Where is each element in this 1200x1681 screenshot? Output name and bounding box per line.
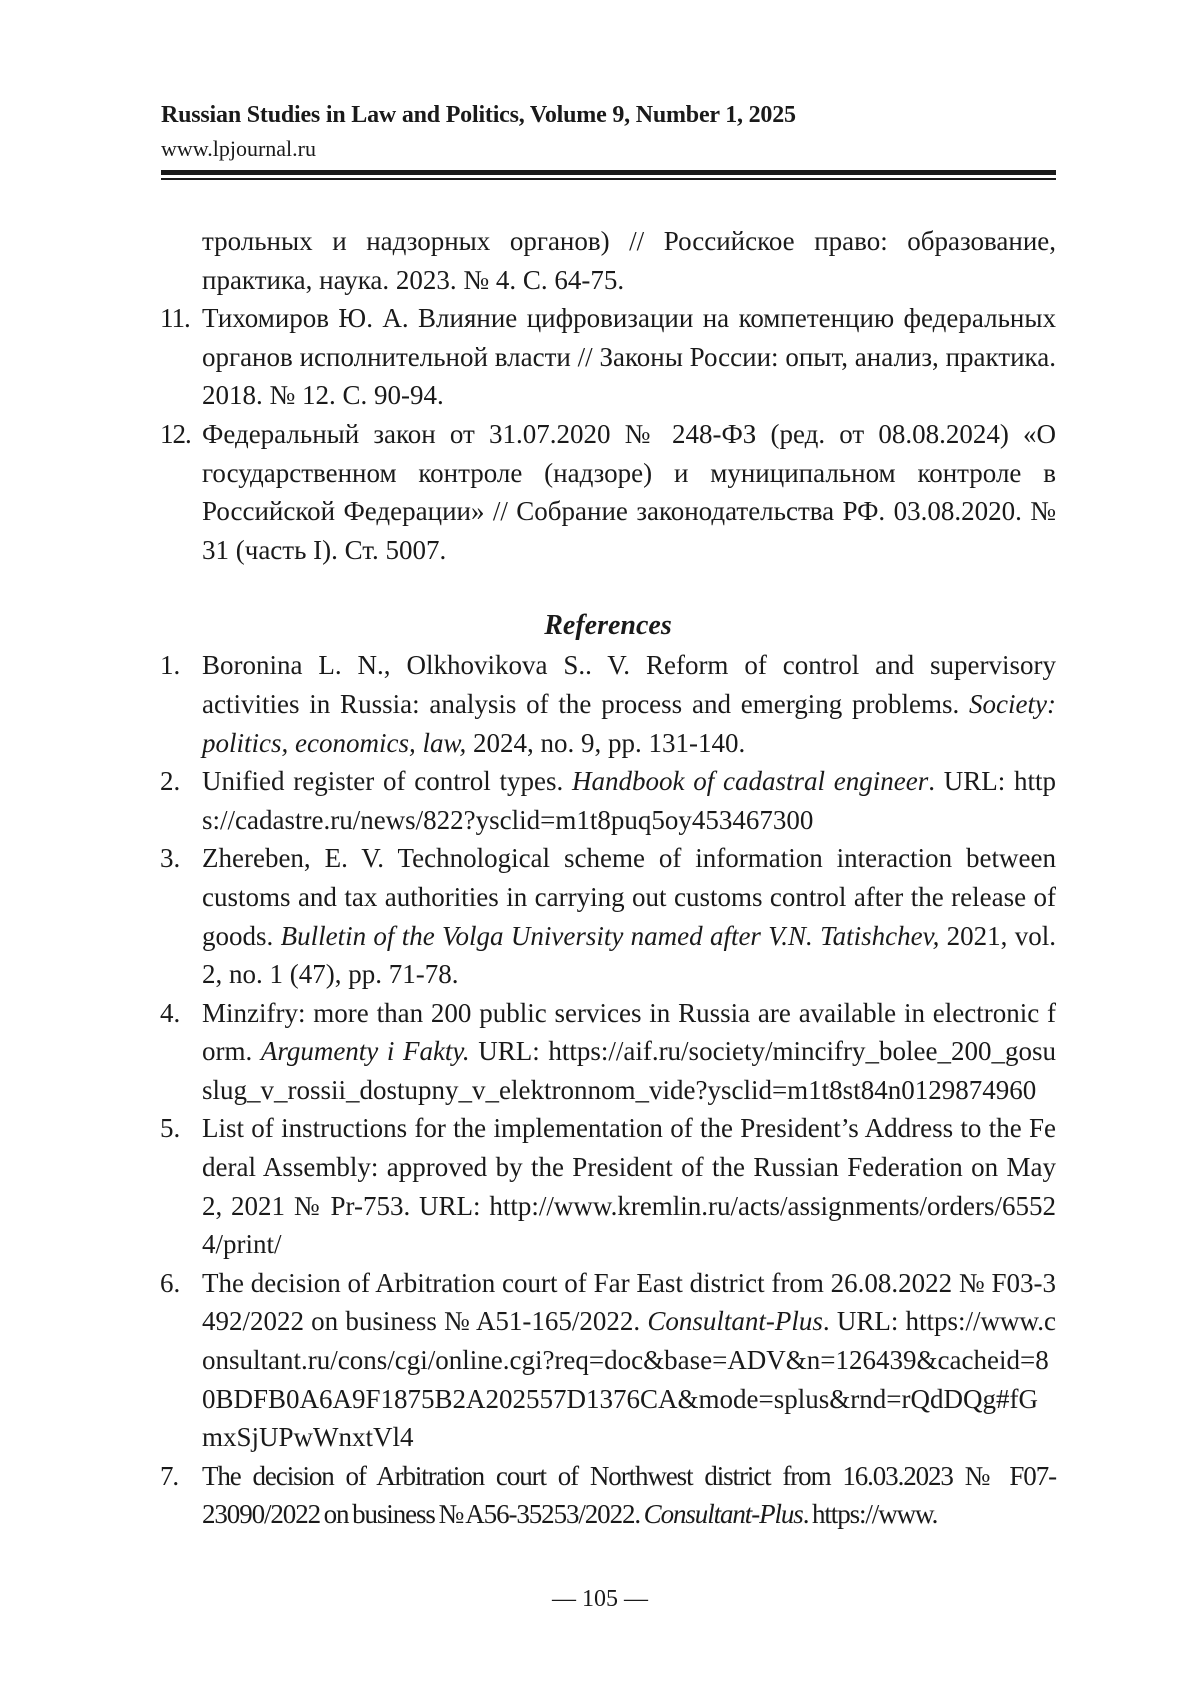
reference-details: 2021, vol. 2, no. 1 (47), pp. 71-78.	[202, 920, 1057, 990]
reference-source: Bulletin of the Volga University named after V.N. Tatishchev,	[280, 920, 940, 951]
reference-item	[160, 762, 1056, 839]
reference-continuation	[160, 222, 1056, 299]
reference-number: 5.	[160, 1113, 181, 1144]
reference-number: 6.	[160, 1267, 181, 1298]
page-body	[160, 222, 1056, 1534]
reference-number: 7.	[160, 1460, 179, 1491]
reference-item	[160, 1264, 1056, 1457]
russian-reference-item	[160, 299, 1056, 415]
reference-text: Boronina L. N., Olkhovikova S.. V. Reform of control and supervisory activities in Russia: analysis of the process and emerging problems.	[202, 650, 1056, 719]
page-number: — 105 —	[552, 1586, 648, 1612]
reference-number: 12.	[160, 418, 191, 449]
journal-title: Russian Studies in Law and Politics, Volume 9, Number 1, 2025	[161, 102, 796, 128]
reference-text: List of instructions for the implementation of the President’s Address to the Federal Assembly: approved by the President of the Russian Federation on May 2, 2021 № Pr-753. URL: http://www.kremlin.ru/acts/assignments/orders/65524/print/	[202, 1113, 1056, 1260]
reference-item	[160, 994, 1056, 1110]
reference-details: . URL: https://www.consultant.ru/cons/cgi/online.cgi?req=doc&base=ADV&n=126439&cacheid=80BDFB0A6A9F1875B2A202557D1376CA&mode=splus&rnd=rQdDQg#fGmxSjUPwWnxtVl4	[202, 1306, 1056, 1453]
reference-item	[160, 646, 1056, 762]
reference-number: 4.	[160, 997, 181, 1028]
reference-details: . URL: https://cadastre.ru/news/822?ysclid=m1t8puq5oy453467300	[202, 766, 1056, 835]
reference-source: Society: politics, economics, law,	[202, 688, 1056, 758]
reference-text: Тихомиров Ю. А. Влияние цифровизации на компетенцию федеральных органов исполнительной власти // Законы России: опыт, анализ, практика. 2018. № 12. С. 90-94.	[202, 303, 1056, 411]
reference-source: Consultant-Plus	[647, 1306, 823, 1337]
reference-text: Zhereben, E. V. Technological scheme of information interaction between customs and tax authorities in carrying out customs control after the release of goods.	[202, 843, 1056, 951]
reference-item	[160, 1457, 1056, 1534]
reference-details: . https://www.	[802, 1499, 938, 1530]
reference-details: URL: https://aif.ru/society/mincifry_bolee_200_gosuslug_v_rossii_dostupny_v_elektronnom_vide?ysclid=m1t8st84n0129874960	[202, 1036, 1056, 1105]
reference-number: 3.	[160, 843, 181, 874]
reference-text: Unified register of control types.	[202, 766, 572, 797]
reference-text: The decision of Arbitration court of Northwest district from 16.03.2023 № F07-23090/2022 on business № A56-35253/2022.	[202, 1460, 1056, 1530]
reference-text: трольных и надзорных органов) // Российское право: образование, практика, наука. 2023. № 4. С. 64-75.	[202, 226, 1056, 295]
reference-item	[160, 839, 1056, 993]
reference-item	[160, 1109, 1056, 1263]
reference-source: Handbook of cadastral engineer	[571, 766, 929, 797]
references-heading: References	[544, 610, 672, 642]
header-rule-thick	[161, 170, 1056, 175]
reference-details: 2024, no. 9, pp. 131-140.	[466, 727, 746, 758]
reference-text: Minzifry: more than 200 public services in Russia are available in electronic form.	[202, 997, 1056, 1067]
reference-text: Федеральный закон от 31.07.2020 № 248-ФЗ (ред. от 08.08.2024) «О государственном контроле (надзоре) и муниципальном контроле в Российской Федерации» // Собрание законодательства РФ. 03.08.2020. № 31 (часть I). Ст. 5007.	[202, 418, 1056, 565]
reference-source: Consultant-Plus	[643, 1499, 803, 1530]
reference-number: 11.	[160, 303, 190, 334]
journal-url: www.lpjournal.ru	[161, 136, 316, 161]
header-rule-thin	[161, 178, 1056, 180]
russian-reference-item	[160, 415, 1056, 569]
reference-number: 2.	[160, 766, 181, 797]
reference-number: 1.	[160, 650, 181, 681]
reference-source: Argumenty i Fakty.	[260, 1036, 470, 1067]
reference-text: The decision of Arbitration court of Far East district from 26.08.2022 № F03-3492/2022 on business № A51-165/2022.	[202, 1267, 1056, 1337]
